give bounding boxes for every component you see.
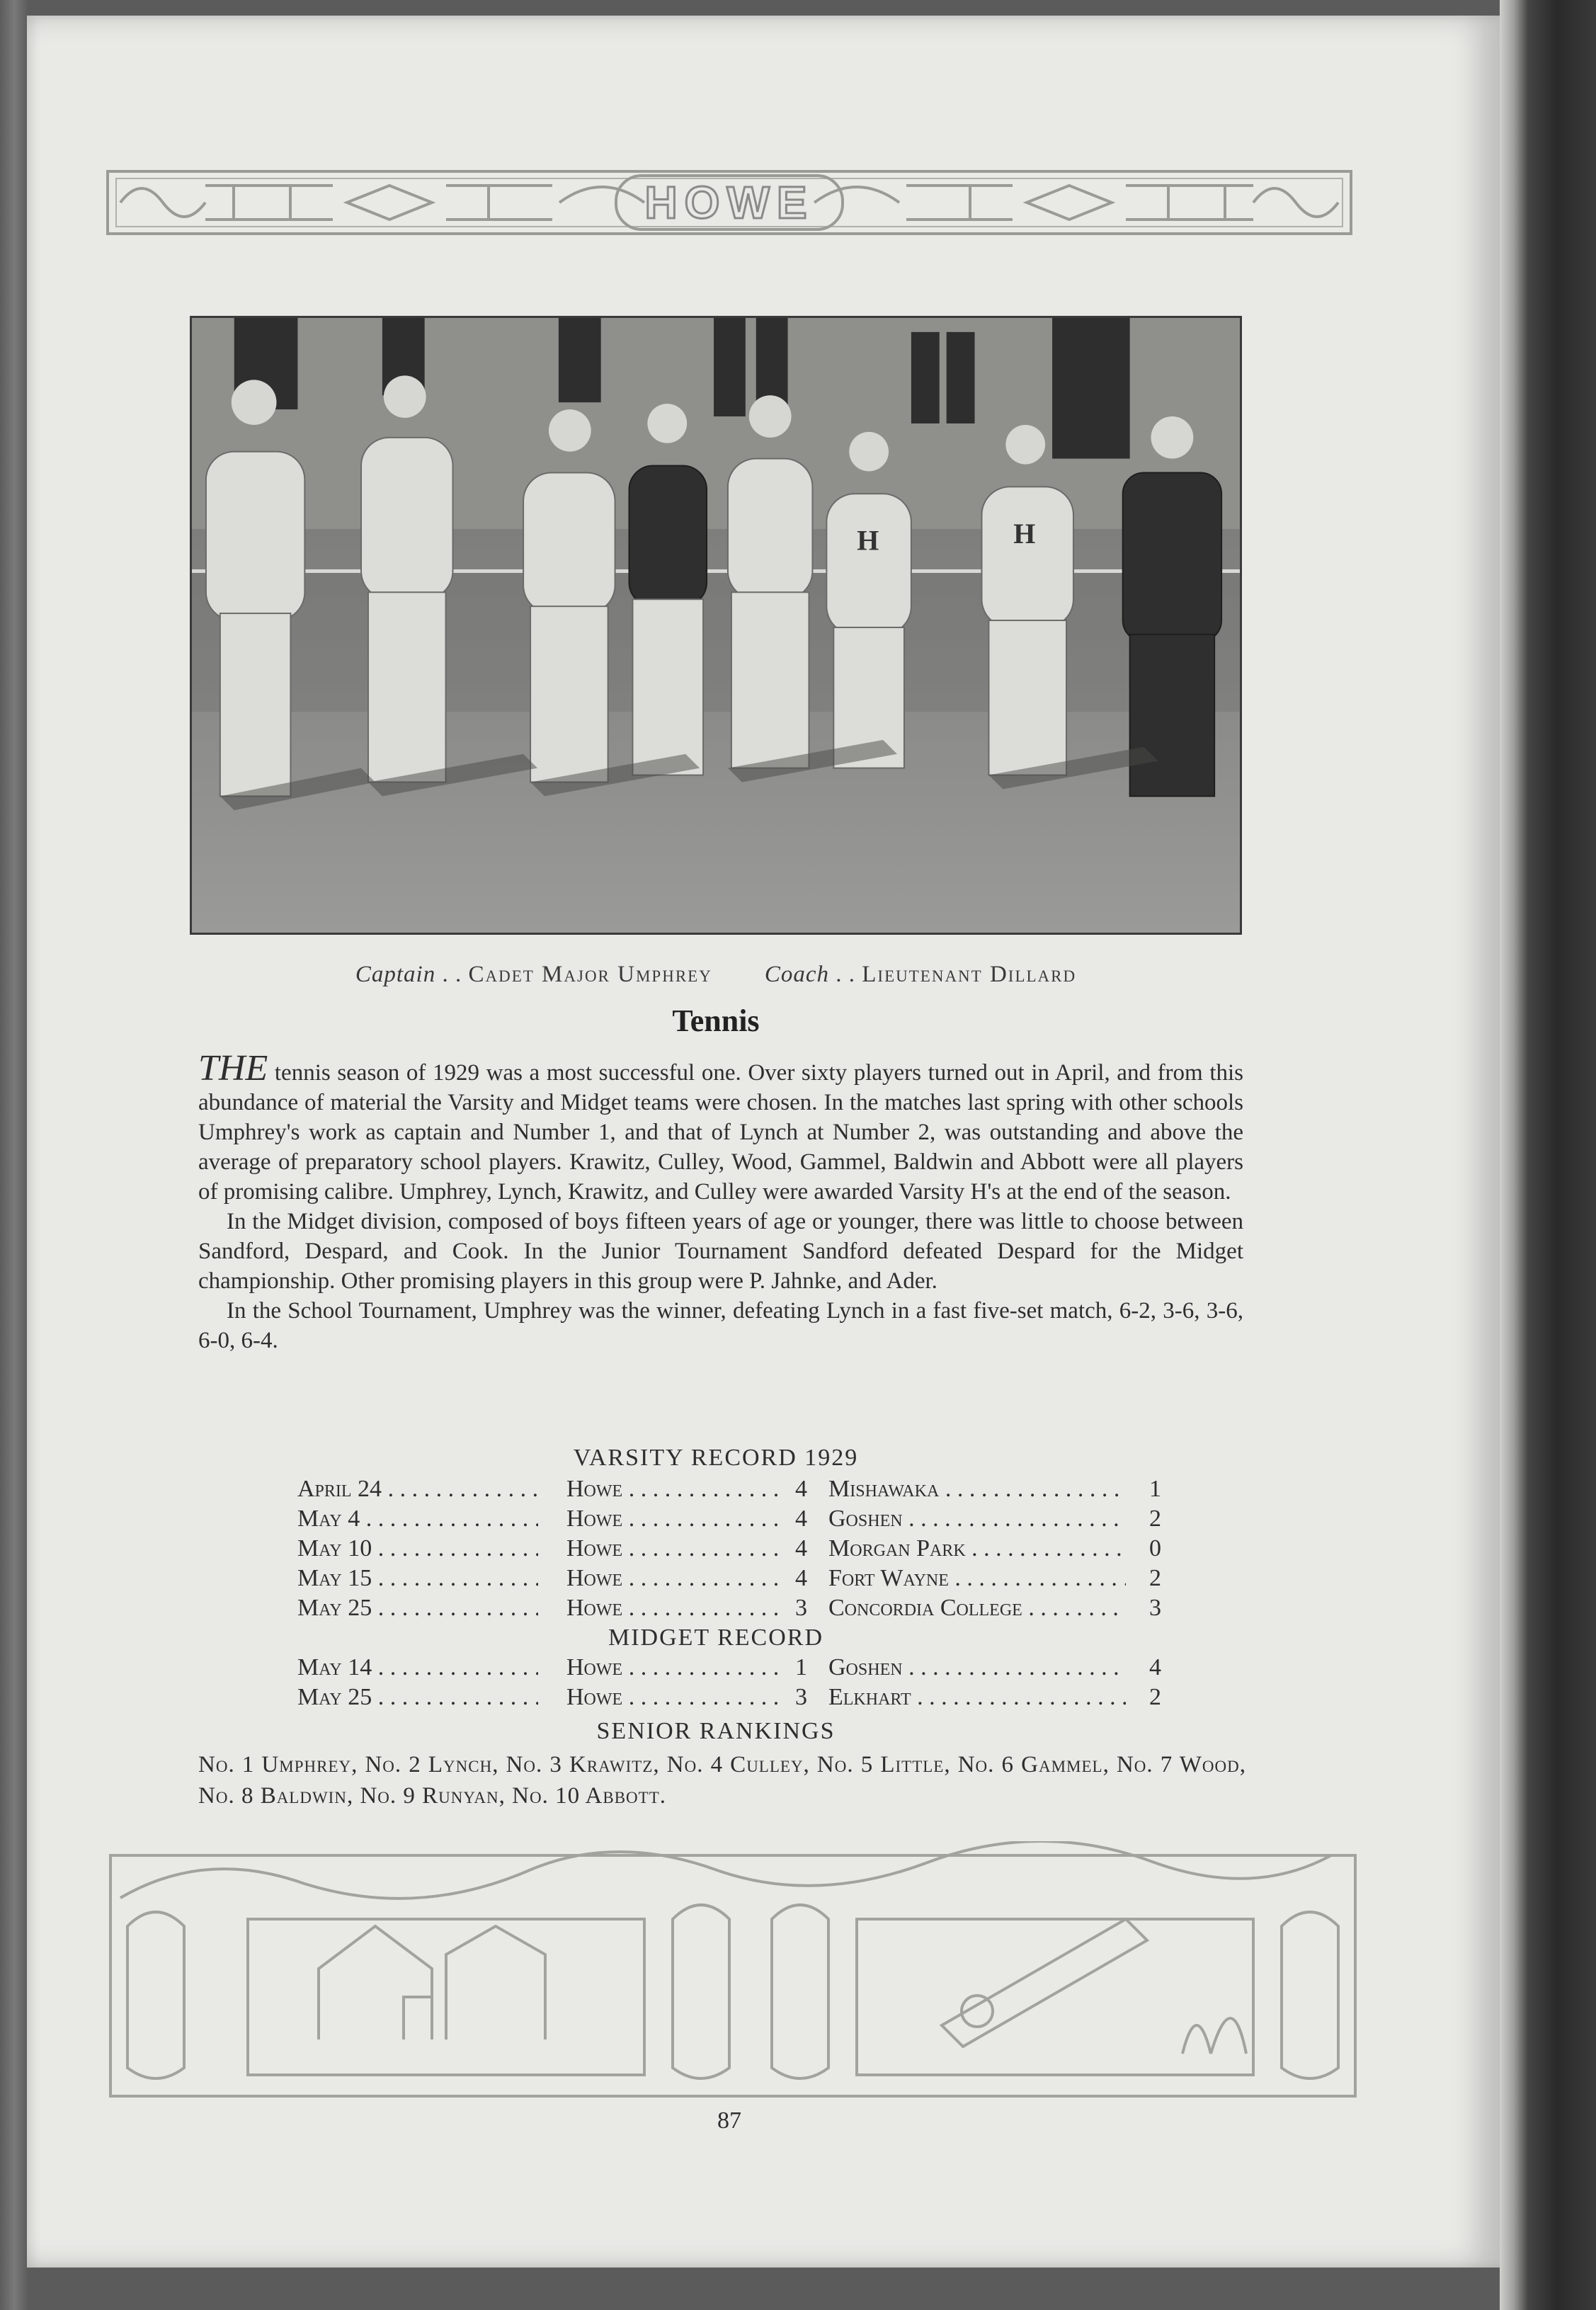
page-title: Tennis bbox=[672, 1003, 760, 1038]
varsity-row bbox=[297, 1506, 1161, 1535]
photo-caption: Captain . . Cadet Major Umphrey Coach . . Lieutenant Dillard bbox=[355, 962, 1077, 987]
midget-row-home-score: 3 bbox=[795, 1684, 807, 1710]
varsity-row-home-score: 4 bbox=[795, 1565, 807, 1591]
varsity-row-date: May 10 . . . bbox=[297, 1535, 538, 1562]
header-banner bbox=[106, 164, 1352, 241]
article-body bbox=[198, 1048, 1244, 1355]
varsity-row-home-team: Howe . . . bbox=[566, 1535, 779, 1562]
varsity-row-opponent-score: 1 bbox=[1149, 1476, 1161, 1502]
svg-text:H: H bbox=[1013, 518, 1036, 550]
midget-row-home-score: 1 bbox=[795, 1654, 807, 1680]
midget-row-opponent-score: 2 bbox=[1149, 1684, 1161, 1710]
varsity-row-opponent-score: 2 bbox=[1149, 1565, 1161, 1591]
drop-cap: THE bbox=[198, 1048, 268, 1088]
midget-row-date: May 14 . . . bbox=[297, 1654, 538, 1681]
paragraph-2: In the Midget division, composed of boys fifteen years of age or younger, there was little to choose between Sandford, Despard, and Cook. In the Junior Tournament Sandford defeated Despard for the Midget championship. Other promising players in this group were P. Jahnke, and Ader. bbox=[198, 1209, 1243, 1294]
varsity-record-heading: VARSITY RECORD 1929 bbox=[573, 1445, 859, 1471]
svg-text:H: H bbox=[857, 525, 879, 557]
coach-name: Lieutenant Dillard bbox=[862, 962, 1077, 987]
midget-row bbox=[297, 1684, 1161, 1714]
varsity-row-home-score: 4 bbox=[795, 1506, 807, 1532]
varsity-row-date: May 25 . . . bbox=[297, 1595, 538, 1622]
varsity-row-home-team: Howe . . . bbox=[566, 1506, 779, 1532]
varsity-row-home-team: Howe . . . bbox=[566, 1476, 779, 1503]
paragraph-1 bbox=[198, 1048, 1244, 1207]
captain-name: Cadet Major Umphrey bbox=[468, 962, 712, 987]
varsity-row-home-score: 4 bbox=[795, 1476, 807, 1502]
varsity-row-home-team: Howe . . . bbox=[566, 1595, 779, 1622]
varsity-row-opponent-score: 0 bbox=[1149, 1535, 1161, 1561]
varsity-row bbox=[297, 1476, 1161, 1506]
midget-row-home-team: Howe . . . bbox=[566, 1684, 779, 1711]
varsity-row bbox=[297, 1595, 1161, 1625]
book-binding-edge bbox=[1500, 0, 1596, 2310]
paragraph-3: In the School Tournament, Umphrey was the winner, defeating Lynch in a fast five-set match, 6-2, 3-6, 3-6, 6-0, 6-4. bbox=[198, 1298, 1243, 1353]
footer-illustration bbox=[106, 1841, 1360, 2103]
varsity-row-date: May 15 . . . bbox=[297, 1565, 538, 1592]
captain-label: Captain bbox=[355, 962, 436, 987]
senior-rankings-text: No. 1 Umphrey, No. 2 Lynch, No. 3 Krawitz, No. 4 Culley, No. 5 Little, No. 6 Gammel, No. 7 Wood, No. 8 Baldwin, No. 9 Runyan, No. 10 Abbott. bbox=[198, 1752, 1246, 1809]
varsity-row-opponent: Concordia College . . . bbox=[828, 1595, 1126, 1622]
varsity-row-home-score: 3 bbox=[795, 1595, 807, 1621]
varsity-row-opponent: Mishawaka . . . bbox=[828, 1476, 1126, 1503]
varsity-row-opponent: Morgan Park . . . bbox=[828, 1535, 1126, 1562]
team-photo bbox=[190, 316, 1242, 935]
varsity-row-home-score: 4 bbox=[795, 1535, 807, 1561]
varsity-row-date: April 24 . . . bbox=[297, 1476, 538, 1503]
coach-label: Coach bbox=[764, 962, 830, 987]
varsity-row-opponent-score: 2 bbox=[1149, 1506, 1161, 1532]
footer-ornament-svg bbox=[106, 1841, 1360, 2103]
midget-record-heading: MIDGET RECORD bbox=[608, 1625, 823, 1651]
varsity-row bbox=[297, 1565, 1161, 1595]
varsity-row-opponent: Fort Wayne . . . bbox=[828, 1565, 1126, 1592]
team-photo-illustration bbox=[192, 318, 1240, 933]
senior-rankings-heading: SENIOR RANKINGS bbox=[596, 1718, 836, 1744]
midget-row-opponent-score: 4 bbox=[1149, 1654, 1161, 1680]
page-number: 87 bbox=[717, 2107, 741, 2134]
varsity-row bbox=[297, 1535, 1161, 1565]
midget-row bbox=[297, 1654, 1161, 1684]
midget-row-home-team: Howe . . . bbox=[566, 1654, 779, 1681]
varsity-row-home-team: Howe . . . bbox=[566, 1565, 779, 1592]
paragraph-1-text: tennis season of 1929 was a most successful one. Over sixty players turned out in April, and from this abundance of material the Varsity and Midget teams were chosen. In the matches last spring with other schools Umphrey's work as captain and Number 1, and that of Lynch at Number 2, was outstanding and above the average of preparatory school players. Krawitz, Culley, Wood, Gammel, Baldwin and Abbott were all players of promising calibre. Umphrey, Lynch, Krawitz, and Culley were awarded Varsity H's at the end of the season. bbox=[198, 1060, 1244, 1205]
header-banner-word: HOWE bbox=[644, 177, 814, 228]
midget-row-date: May 25 . . . bbox=[297, 1684, 538, 1711]
varsity-row-opponent: Goshen . . . bbox=[828, 1506, 1126, 1532]
midget-row-opponent: Goshen . . . bbox=[828, 1654, 1126, 1681]
varsity-row-opponent-score: 3 bbox=[1149, 1595, 1161, 1621]
varsity-row-date: May 4 . . . bbox=[297, 1506, 538, 1532]
midget-row-opponent: Elkhart . . . bbox=[828, 1684, 1126, 1711]
